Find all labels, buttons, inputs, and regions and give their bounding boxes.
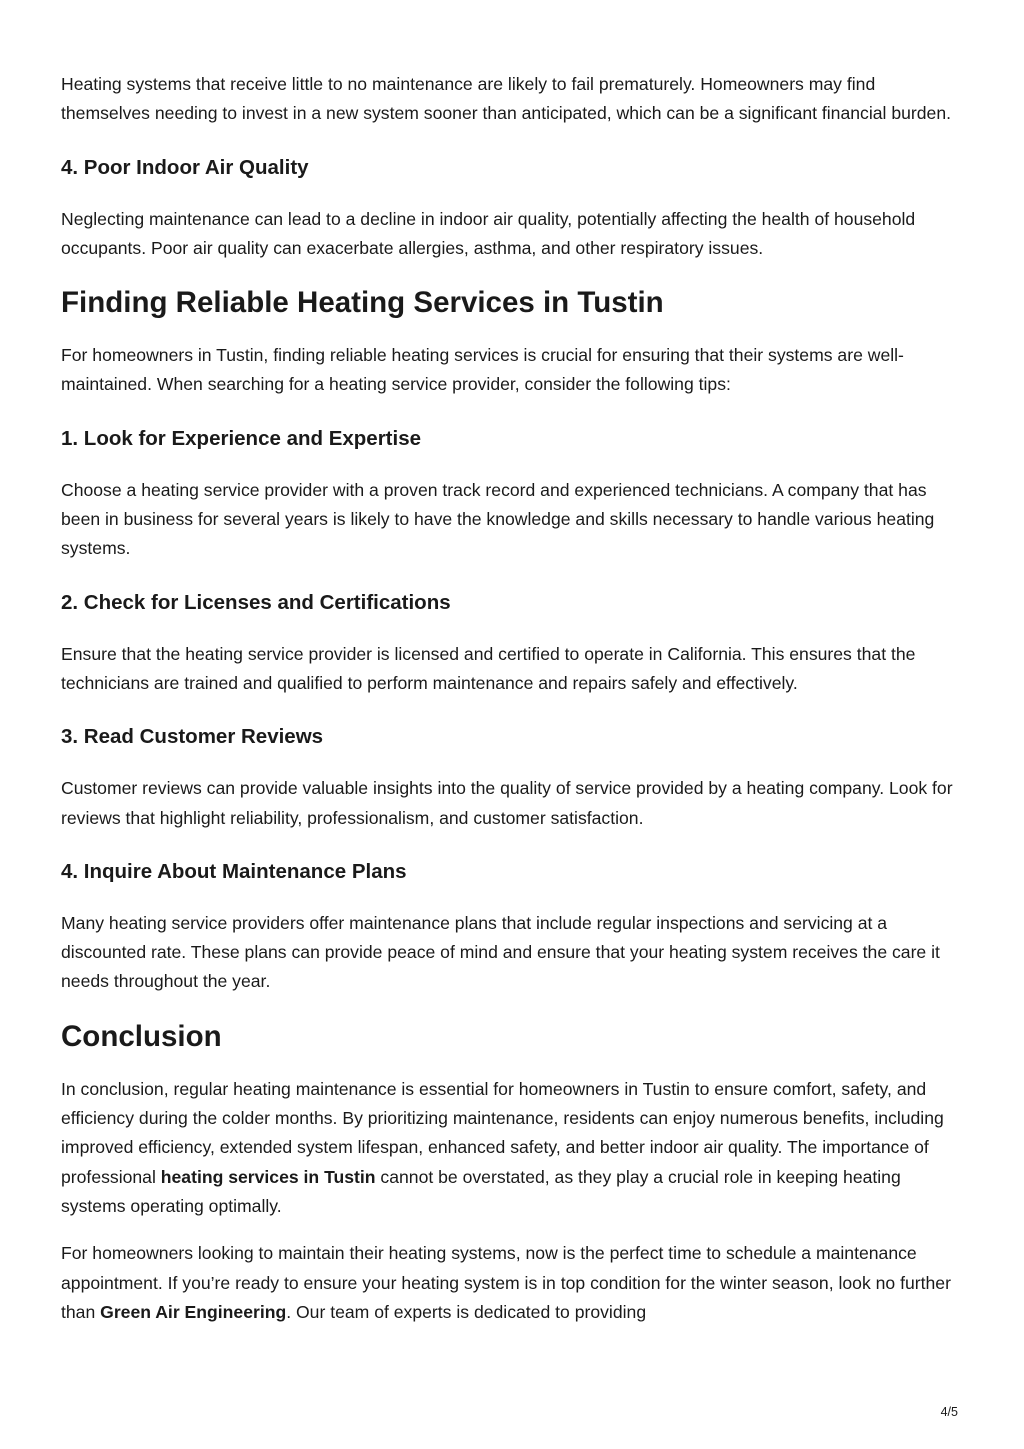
paragraph-licenses-certifications: Ensure that the heating service provider is licensed and certified to operate in California. This ensures that the technicians are trained and qualified to perform maintenance and repairs safely and effectively. — [61, 643, 916, 693]
conclusion-cta-start: For homeowners looking to maintain their heating systems, now is the perfect time to schedule a maintenance appointment. If you’re ready to ensure your heating system is in top condition for the winter season, look no further than — [61, 1243, 951, 1322]
paragraph-finding-services-intro: For homeowners in Tustin, finding reliable heating services is crucial for ensuring that their systems are well-maintained. When searching for a heating service provider, consider the following tips: — [61, 345, 904, 395]
section-title-finding-reliable-services: Finding Reliable Heating Services in Tustin — [61, 286, 664, 320]
heading-maintenance-plans: 4. Inquire About Maintenance Plans — [61, 859, 407, 883]
heading-experience-expertise: 1. Look for Experience and Expertise — [61, 426, 422, 450]
conclusion-text-end: cannot be overstated, as they play a crucial role in keeping heating systems operating optimally. — [61, 1166, 901, 1216]
paragraph-premature-failure: Heating systems that receive little to no maintenance are likely to fail prematurely. Homeowners may find themselves needing to invest in a new system sooner than anticipated, which can be a significant financial burden. — [61, 74, 951, 124]
paragraph-experience-expertise: Choose a heating service provider with a proven track record and experienced technicians. A company that has been in business for several years is likely to have the knowledge and skills necessary to handle various heating systems. — [61, 479, 935, 559]
bold-company-name: Green Air Engineering — [100, 1301, 287, 1322]
paragraph-conclusion-1 — [61, 1075, 961, 1221]
page-number: 4/5 — [940, 1405, 958, 1419]
paragraph-maintenance-plans: Many heating service providers offer maintenance plans that include regular inspections and servicing at a discounted rate. These plans can provide peace of mind and ensure that your heating system receives the care it needs throughout the year. — [61, 912, 940, 992]
paragraph-customer-reviews: Customer reviews can provide valuable insights into the quality of service provided by a heating company. Look for reviews that highlight reliability, professionalism, and customer satisfaction. — [61, 778, 953, 828]
document-page — [61, 70, 961, 1327]
paragraph-conclusion-2 — [61, 1239, 961, 1327]
heading-customer-reviews: 3. Read Customer Reviews — [61, 725, 324, 749]
paragraph-indoor-air-quality: Neglecting maintenance can lead to a decline in indoor air quality, potentially affecting the health of household occupants. Poor air quality can exacerbate allergies, asthma, and other respiratory issues. — [61, 208, 916, 258]
conclusion-text-start: In conclusion, regular heating maintenance is essential for homeowners in Tustin to ensure comfort, safety, and efficiency during the colder months. By prioritizing maintenance, residents can enjoy numerous benefits, including improved efficiency, extended system lifespan, enhanced safety, and better indoor air quality. The importance of professional — [61, 1078, 944, 1187]
heading-poor-indoor-air-quality: 4. Poor Indoor Air Quality — [61, 155, 309, 179]
section-title-conclusion: Conclusion — [61, 1019, 222, 1053]
bold-heating-services-tustin: heating services in Tustin — [160, 1166, 376, 1187]
conclusion-cta-end: . Our team of experts is dedicated to providing — [286, 1301, 647, 1322]
heading-licenses-certifications: 2. Check for Licenses and Certifications — [61, 590, 451, 614]
